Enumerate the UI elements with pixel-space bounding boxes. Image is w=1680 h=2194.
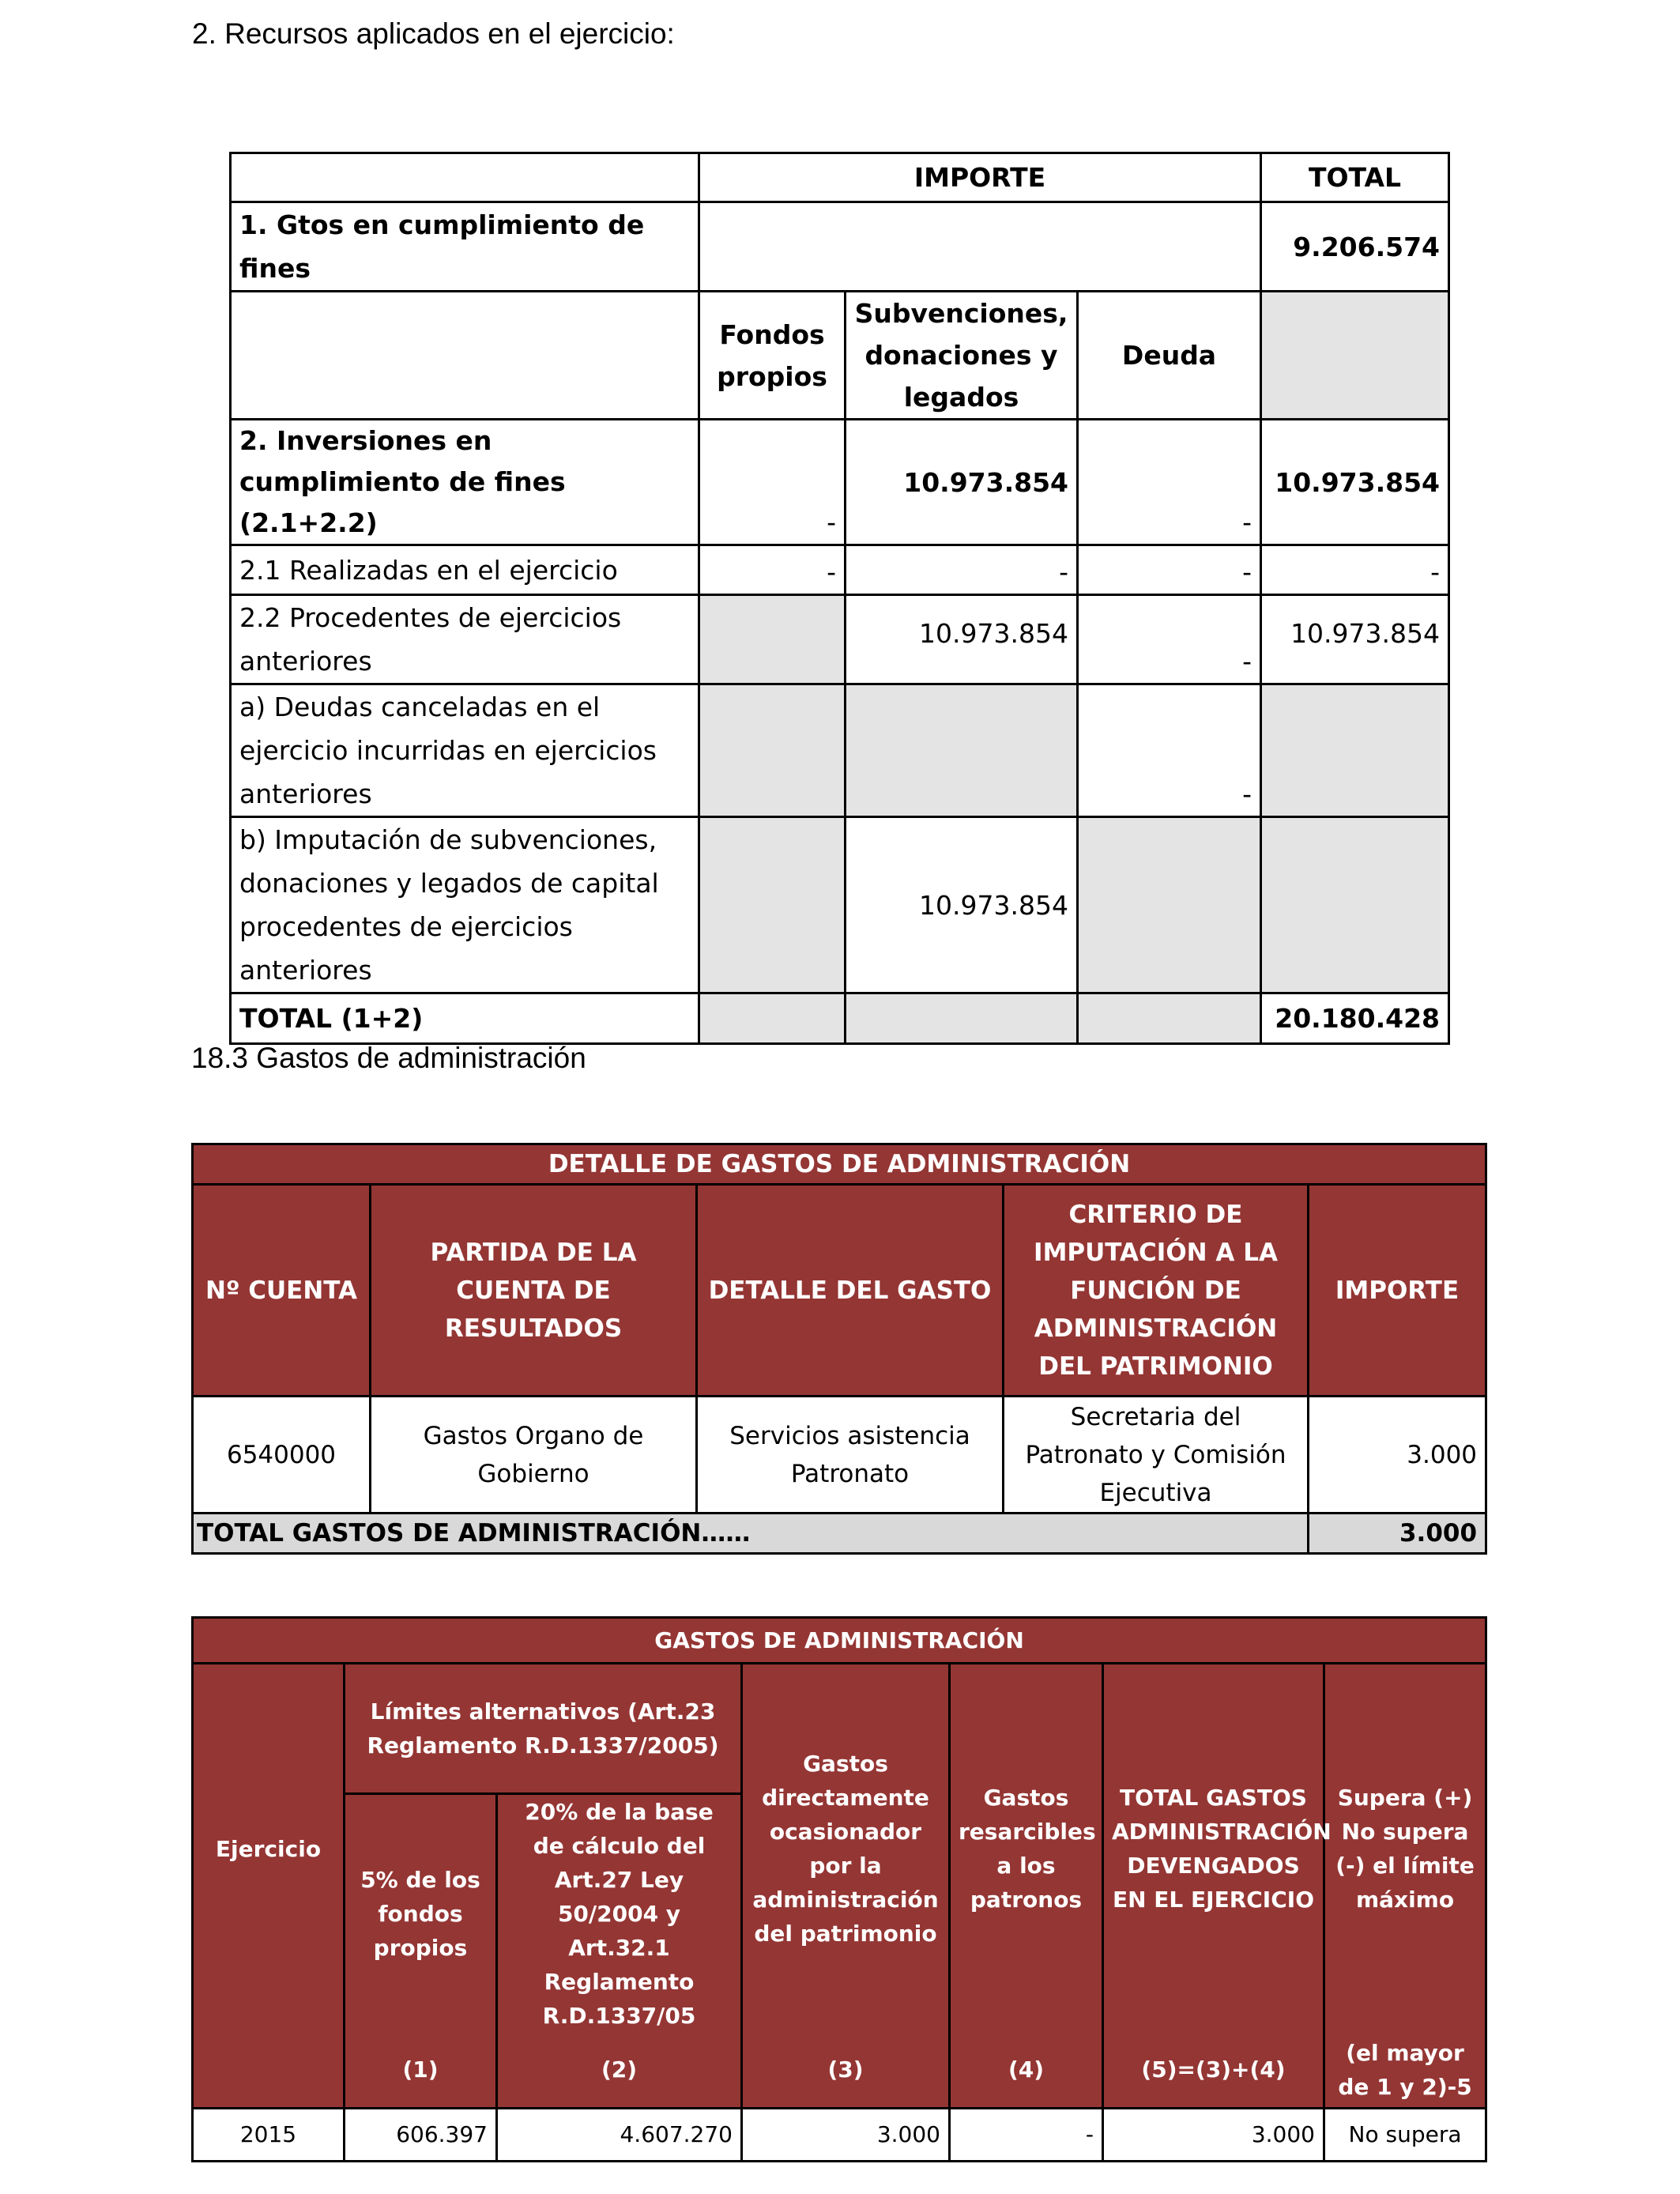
empty-cell <box>846 993 1078 1044</box>
cell-value: - <box>699 545 846 595</box>
table-row <box>231 153 1449 202</box>
total-value: 3.000 <box>1309 1514 1486 1554</box>
cell-value: - <box>699 420 846 545</box>
empty-cell <box>846 684 1078 817</box>
col-header-partida: PARTIDA DE LA CUENTA DE RESULTADOS <box>371 1185 697 1397</box>
cell-value: 10.973.854 <box>846 817 1078 993</box>
col-header-supera: Supera (+) No supera (-) el límite máximo <box>1324 1664 1486 2034</box>
col-header-deuda: Deuda <box>1078 292 1261 420</box>
table-row <box>193 2108 1486 2161</box>
row-label: a) Deudas canceladas en el ejercicio incurridas en ejercicios anteriores <box>231 684 699 817</box>
table-row <box>193 1664 1486 1794</box>
cell-value: 3.000 <box>742 2108 950 2161</box>
table-row <box>231 595 1449 684</box>
cell-value: 10.973.854 <box>1261 595 1449 684</box>
col-header-subvenciones: Subvenciones, donaciones y legados <box>846 292 1078 420</box>
row-label: b) Imputación de subvenciones, donaciones y legados de capital procedentes de ejercicios anteriores <box>231 817 699 993</box>
empty-cell <box>193 2033 345 2108</box>
section-heading-gastos: 18.3 Gastos de administración <box>191 1042 586 1074</box>
empty-cell <box>231 153 699 202</box>
table-row <box>231 420 1449 545</box>
recursos-aplicados-table <box>229 152 1450 1045</box>
cell-value: 9.206.574 <box>1261 202 1449 292</box>
row-label: 2. Inversiones en cumplimiento de fines (2.1+2.2) <box>231 420 699 545</box>
gastos-administracion-table <box>191 1616 1487 2162</box>
cell-value: 10.973.854 <box>846 420 1078 545</box>
cell-value: Secretaria del Patronato y Comisión Ejecutiva <box>1004 1397 1309 1514</box>
empty-cell <box>231 292 699 420</box>
cell-value: 4.607.270 <box>497 2108 742 2161</box>
empty-cell <box>1261 292 1449 420</box>
cell-value: - <box>1078 595 1261 684</box>
col-header-cuenta: Nº CUENTA <box>193 1185 371 1397</box>
section-heading-recursos: 2. Recursos aplicados en el ejercicio: <box>192 17 675 50</box>
col-header-detalle: DETALLE DEL GASTO <box>697 1185 1004 1397</box>
col-header-ejercicio: Ejercicio <box>193 1664 345 2034</box>
table-row <box>193 2033 1486 2108</box>
total-label: TOTAL (1+2) <box>231 993 699 1044</box>
cell-value: Gastos Organo de Gobierno <box>371 1397 697 1514</box>
cell-value: - <box>1078 545 1261 595</box>
empty-cell <box>1261 817 1449 993</box>
empty-cell <box>699 817 846 993</box>
table-row <box>231 817 1449 993</box>
empty-cell <box>699 595 846 684</box>
table-row <box>193 1144 1486 1185</box>
col-number: (el mayor de 1 y 2)-5 <box>1324 2033 1486 2108</box>
col-header-criterio: CRITERIO DE IMPUTACIÓN A LA FUNCIÓN DE ADMINISTRACIÓN DEL PATRIMONIO <box>1004 1185 1309 1397</box>
col-header-limites: Límites alternativos (Art.23 Reglamento R.D.1337/2005) <box>345 1664 742 1794</box>
table-row <box>231 202 1449 292</box>
row-label: 2.1 Realizadas en el ejercicio <box>231 545 699 595</box>
table-row <box>231 993 1449 1044</box>
col-number: (3) <box>742 2033 950 2108</box>
col-header-total: TOTAL GASTOS ADMINISTRACIÓN DEVENGADOS EN EL EJERCICIO <box>1103 1664 1324 2034</box>
cell-value: 606.397 <box>345 2108 497 2161</box>
table-row <box>193 1397 1486 1514</box>
total-label: TOTAL GASTOS DE ADMINISTRACIÓN…… <box>193 1514 1309 1554</box>
cell-value: - <box>950 2108 1103 2161</box>
cell-value: - <box>1261 545 1449 595</box>
total-header: TOTAL <box>1261 153 1449 202</box>
cell-value: 2015 <box>193 2108 345 2161</box>
cell-value: 10.973.854 <box>1261 420 1449 545</box>
col-number: (4) <box>950 2033 1103 2108</box>
cell-value: - <box>846 545 1078 595</box>
cell-value: 6540000 <box>193 1397 371 1514</box>
table-row <box>231 292 1449 420</box>
total-value: 20.180.428 <box>1261 993 1449 1044</box>
empty-cell <box>1261 684 1449 817</box>
empty-cell <box>699 684 846 817</box>
empty-cell <box>699 993 846 1044</box>
table-title: DETALLE DE GASTOS DE ADMINISTRACIÓN <box>193 1144 1486 1185</box>
col-number: (5)=(3)+(4) <box>1103 2033 1324 2108</box>
cell-value: 3.000 <box>1103 2108 1324 2161</box>
cell-value: Servicios asistencia Patronato <box>697 1397 1004 1514</box>
col-number: (1) <box>345 2033 497 2108</box>
table-row <box>231 545 1449 595</box>
row-label: 1. Gtos en cumplimiento de fines <box>231 202 699 292</box>
importe-header: IMPORTE <box>699 153 1261 202</box>
col-number: (2) <box>497 2033 742 2108</box>
col-header-20pct: 20% de la base de cálculo del Art.27 Ley 50/2004 y Art.32.1 Reglamento R.D.1337/05 <box>497 1794 742 2034</box>
empty-cell <box>1078 993 1261 1044</box>
col-header-importe: IMPORTE <box>1309 1185 1486 1397</box>
table-row <box>231 684 1449 817</box>
detalle-gastos-table <box>191 1143 1487 1555</box>
cell-value: 10.973.854 <box>846 595 1078 684</box>
row-label: 2.2 Procedentes de ejercicios anteriores <box>231 595 699 684</box>
table-title: GASTOS DE ADMINISTRACIÓN <box>193 1618 1486 1664</box>
empty-cell <box>699 202 1261 292</box>
cell-value: No supera <box>1324 2108 1486 2161</box>
empty-cell <box>1078 817 1261 993</box>
table-row <box>193 1514 1486 1554</box>
cell-value: - <box>1078 684 1261 817</box>
col-header-gastos-directos: Gastos directamente ocasionador por la administración del patrimonio <box>742 1664 950 2034</box>
table-row <box>193 1185 1486 1397</box>
cell-value: - <box>1078 420 1261 545</box>
col-header-resarcibles: Gastos resarcibles a los patronos <box>950 1664 1103 2034</box>
col-header-5pct: 5% de los fondos propios <box>345 1794 497 2034</box>
col-header-fondos: Fondos propios <box>699 292 846 420</box>
table-row <box>193 1618 1486 1664</box>
cell-value: 3.000 <box>1309 1397 1486 1514</box>
